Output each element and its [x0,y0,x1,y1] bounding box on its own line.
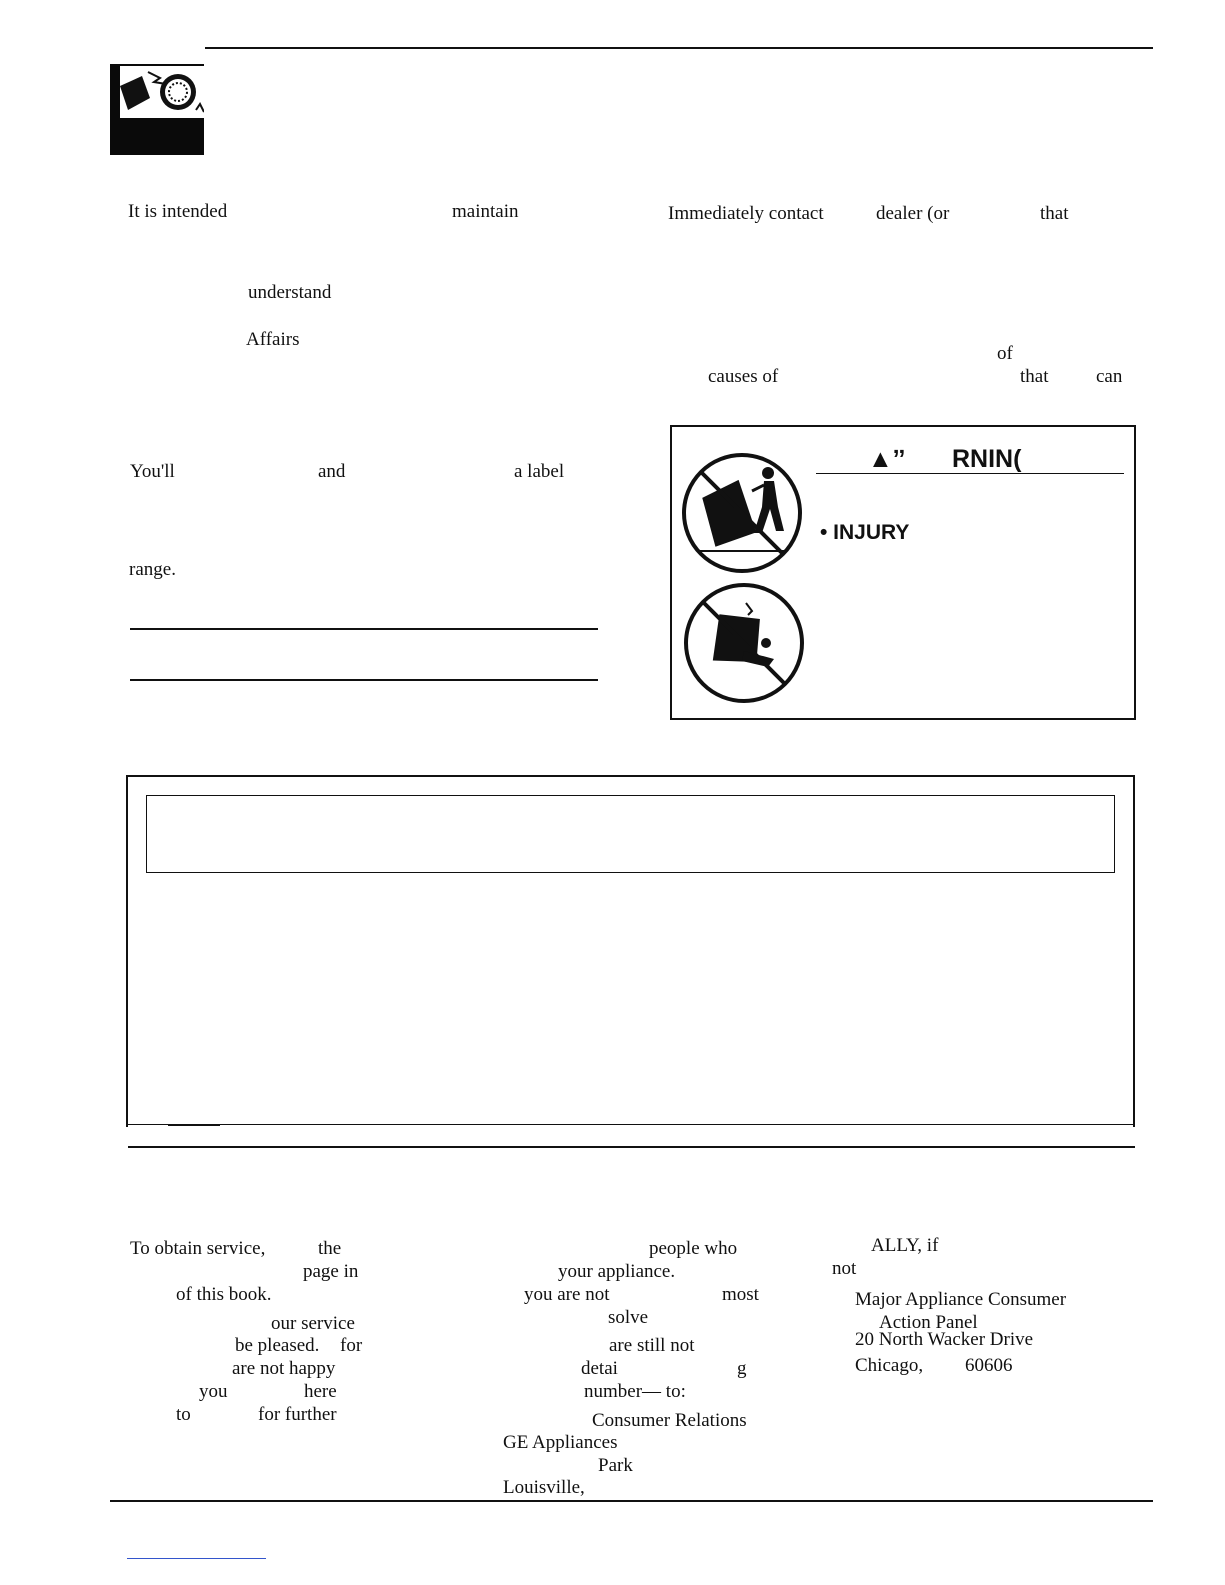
bottom-col1-10: to [176,1404,191,1425]
right-line-1a: Immediately contact [668,203,824,224]
bottom-col2-10: GE Appliances [503,1432,618,1453]
bottom-col3-0: ALLY, if [871,1235,939,1256]
warning-title-prefix: ▲ˮ [868,445,906,473]
bottom-col1-5: be pleased. [235,1335,320,1356]
bottom-col2-4: solve [608,1307,649,1328]
right-line-3c: can [1096,366,1123,387]
bottom-col1-9: here [304,1381,337,1402]
bottom-col3-1: not [832,1258,857,1279]
bottom-col1-0: To obtain service, [130,1238,266,1259]
left-line-4c: a label [514,461,565,482]
warning-title: RNIN( [952,445,1022,473]
bottom-col2-9: Consumer Relations [592,1410,747,1431]
right-line-1b: dealer (or [876,203,950,224]
bottom-col3-3: Action Panel [879,1312,978,1333]
right-line-2: of [997,343,1013,364]
bottom-col1-8: you [199,1381,228,1402]
no-tipping-icon [680,451,804,575]
bottom-col2-11: Park [598,1455,633,1476]
left-line-2: understand [248,282,332,303]
info-box-bottom-mark [168,1125,220,1126]
warning-box [670,425,1136,720]
top-rule [205,47,1153,49]
footer-rule [110,1500,1153,1502]
left-line-5: range. [129,559,176,580]
info-box-header [146,795,1115,873]
warning-title-rule [816,473,1124,474]
bottom-col3-6: 60606 [965,1355,1013,1376]
bottom-col2-6: detai [581,1358,618,1379]
bottom-col2-2: you are not [524,1284,610,1305]
bottom-col1-11: for further [258,1404,337,1425]
right-line-3b: that [1020,366,1049,387]
section-rule [128,1146,1135,1148]
bottom-col1-2: page in [303,1261,359,1282]
left-line-3: Affairs [246,329,300,350]
bottom-col3-2: Major Appliance Consumer [855,1289,1067,1310]
bottom-col1-3: of this book. [176,1284,272,1305]
bottom-col2-7: g [737,1358,747,1379]
no-climbing-icon [682,581,806,705]
bottom-col2-1: your appliance. [558,1261,676,1282]
bottom-col3-4: 20 North Wacker Drive [855,1329,1034,1350]
left-line-4b: and [318,461,346,482]
right-line-3a: causes of [708,366,779,387]
bottom-col2-8: number— to: [584,1381,686,1402]
left-line-1: It is intended [128,201,228,222]
bottom-col1-7: are not happy [232,1358,336,1379]
bottom-col1-4: our service [271,1313,355,1334]
bottom-col1-1: the [318,1238,342,1259]
warning-bullet-injury: • INJURY [820,521,910,544]
bottom-col2-0: people who [649,1238,738,1259]
right-line-1c: that [1040,203,1069,224]
bottom-col2-3: most [722,1284,759,1305]
header-logo [110,64,204,155]
info-box-bottom-rule [126,1124,1135,1125]
left-line-4a: You'll [130,461,175,482]
footer-link-underline [127,1558,266,1559]
info-box [126,775,1135,1127]
fill-in-line-2 [130,679,598,681]
bottom-col3-5: Chicago, [855,1355,924,1376]
camera-flash-icon [120,66,204,118]
fill-in-line-1 [130,628,598,630]
bottom-col1-6: for [340,1335,363,1356]
bottom-col2-12: Louisville, [503,1477,585,1498]
bottom-col2-5: are still not [609,1335,695,1356]
left-line-1b: maintain [452,201,519,222]
